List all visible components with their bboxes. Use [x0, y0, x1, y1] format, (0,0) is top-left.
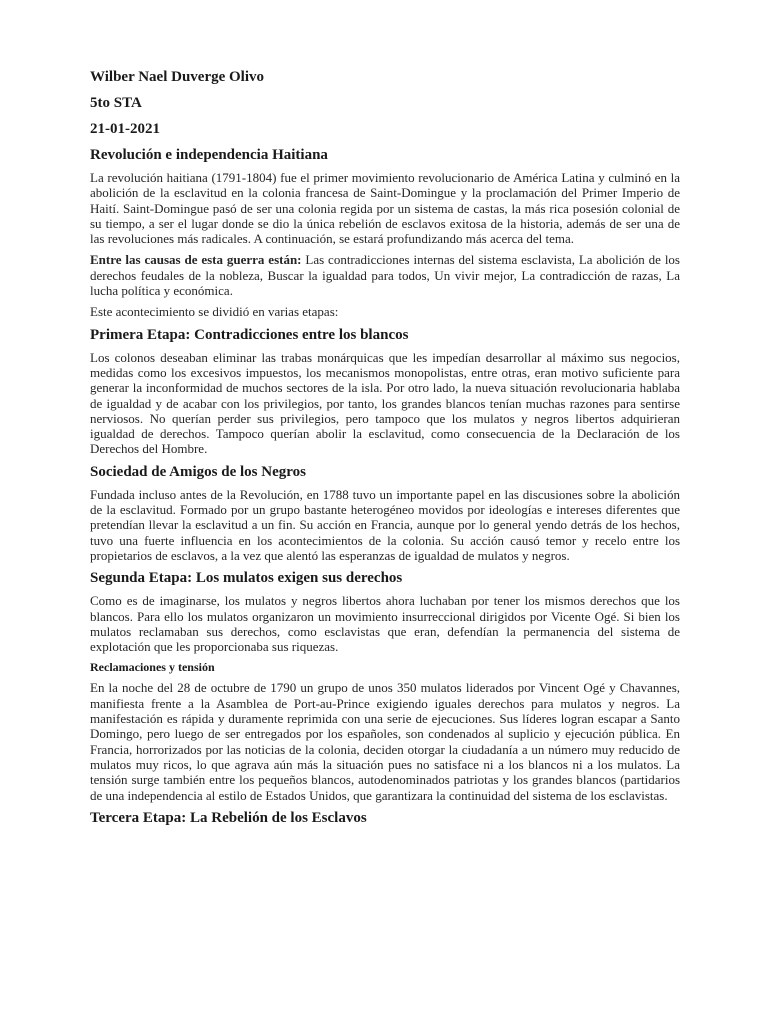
section-heading-sociedad-amigos: Sociedad de Amigos de los Negros: [90, 463, 306, 480]
document-title: Revolución e independencia Haitiana: [90, 147, 328, 163]
intro-paragraph: La revolución haitiana (1791-1804) fue el primer movimiento revolucionario de América Latina y culminó en la abolición de la esclavitud en la colonia francesa de Saint-Domingue y la proclamación del Primer Imperio de Haití. Saint-Domingue pasó de ser una colonia regida por un sistema de castas, la más rica posesión colonial de su tiempo, a ser el lugar donde se dio la única rebelión de esclavos exitosa de la historia, además de ser una de las revoluciones más radicales. A continuación, se estará profundizando más acerca del tema.: [90, 170, 680, 247]
causes-text: Las contradicciones internas del sistema esclavista, La abolición de los derechos feudales de la nobleza, Buscar la igualdad para todos, Un vivir mejor, La contradicción de razas, La lucha política y económica.: [90, 252, 680, 299]
causes-paragraph: [90, 252, 680, 298]
author-name: Wilber Nael Duverge Olivo: [90, 69, 265, 85]
subsection-paragraph-reclamaciones: En la noche del 28 de octubre de 1790 un grupo de unos 350 mulatos liderados por Vincent Ogé y Chavannes, manifiesta frente a la Asamblea de Port-au-Prince exigiendo iguales derechos para mulatos y negros. La manifestación es rápida y duramente reprimida con una serie de ejecuciones. Sus líderes logran escapar a Santo Domingo, pero luego de ser entregados por los españoles, son condenados al suplicio y ejecución pública. En Francia, horrorizados por las noticias de la colonia, deciden otorgar la ciudadanía a un número muy reducido de mulatos muy ricos, lo que agrava aún más la situación pues no satisface ni a los blancos ni a los mulatos. La tensión surge también entre los pequeños blancos, autodenominados patriotas y los grandes blancos (partidarios de una independencia al estilo de Estados Unidos, que garantizara la continuidad del sistema de los esclavistas.: [90, 680, 680, 803]
stages-intro: Este acontecimiento se dividió en varias etapas:: [90, 304, 339, 320]
section-heading-primera-etapa: Primera Etapa: Contradicciones entre los blancos: [90, 326, 409, 343]
document-page: [90, 68, 680, 833]
subsection-heading-reclamaciones: Reclamaciones y tensión: [90, 660, 215, 675]
section-paragraph-segunda-etapa: Como es de imaginarse, los mulatos y negros libertos ahora luchaban por tener los mismos derechos que los blancos. Para ello los mulatos organizaron un movimiento insurreccional dirigidos por Vicente Ogé. Si bien los mulatos reclamaban sus derechos, como esclavistas que eran, defendían la permanencia del sistema de explotación que les proporcionaba sus riquezas.: [90, 593, 680, 655]
section-heading-tercera-etapa: Tercera Etapa: La Rebelión de los Esclavos: [90, 809, 367, 826]
causes-lead: Entre las causas de esta guerra están:: [90, 252, 302, 268]
grade-label: 5to STA: [90, 95, 142, 111]
section-heading-segunda-etapa: Segunda Etapa: Los mulatos exigen sus derechos: [90, 570, 403, 587]
date-label: 21-01-2021: [90, 121, 160, 137]
section-paragraph-sociedad-amigos: Fundada incluso antes de la Revolución, en 1788 tuvo un importante papel en las discusiones sobre la abolición de la esclavitud. Formado por un grupo bastante heterogéneo movidos por ideologías e intereses diferentes que pretendían llevar la esclavitud a un fin. Su acción en Francia, aunque por lo general yendo detrás de los hechos, tuvo una fuerte influencia en los acontecimientos de la colonia. Su acción causó temor y recelo entre los propietarios de esclavos, a la vez que alentó las esperanzas de igualdad de mulatos y negros.: [90, 486, 680, 563]
section-paragraph-primera-etapa: Los colonos deseaban eliminar las trabas monárquicas que les impedían desarrollar al máximo sus negocios, medidas como los excesivos impuestos, los mecanismos monopolistas, entre otras, eran motivo suficiente para generar la inconformidad de muchos sectores de la isla. Por otro lado, la nueva situación revolucionaria hablaba de igualdad y de acabar con los privilegios, por tanto, los grandes blancos tenían muchas razones para sentirse nerviosos. No querían perder sus privilegios, pero tampoco que los mulatos y negros libertos adquirieran igualdad de derechos. Tampoco querían abolir la esclavitud, como consecuencia de la Declaración de los Derechos del Hombre.: [90, 349, 680, 457]
